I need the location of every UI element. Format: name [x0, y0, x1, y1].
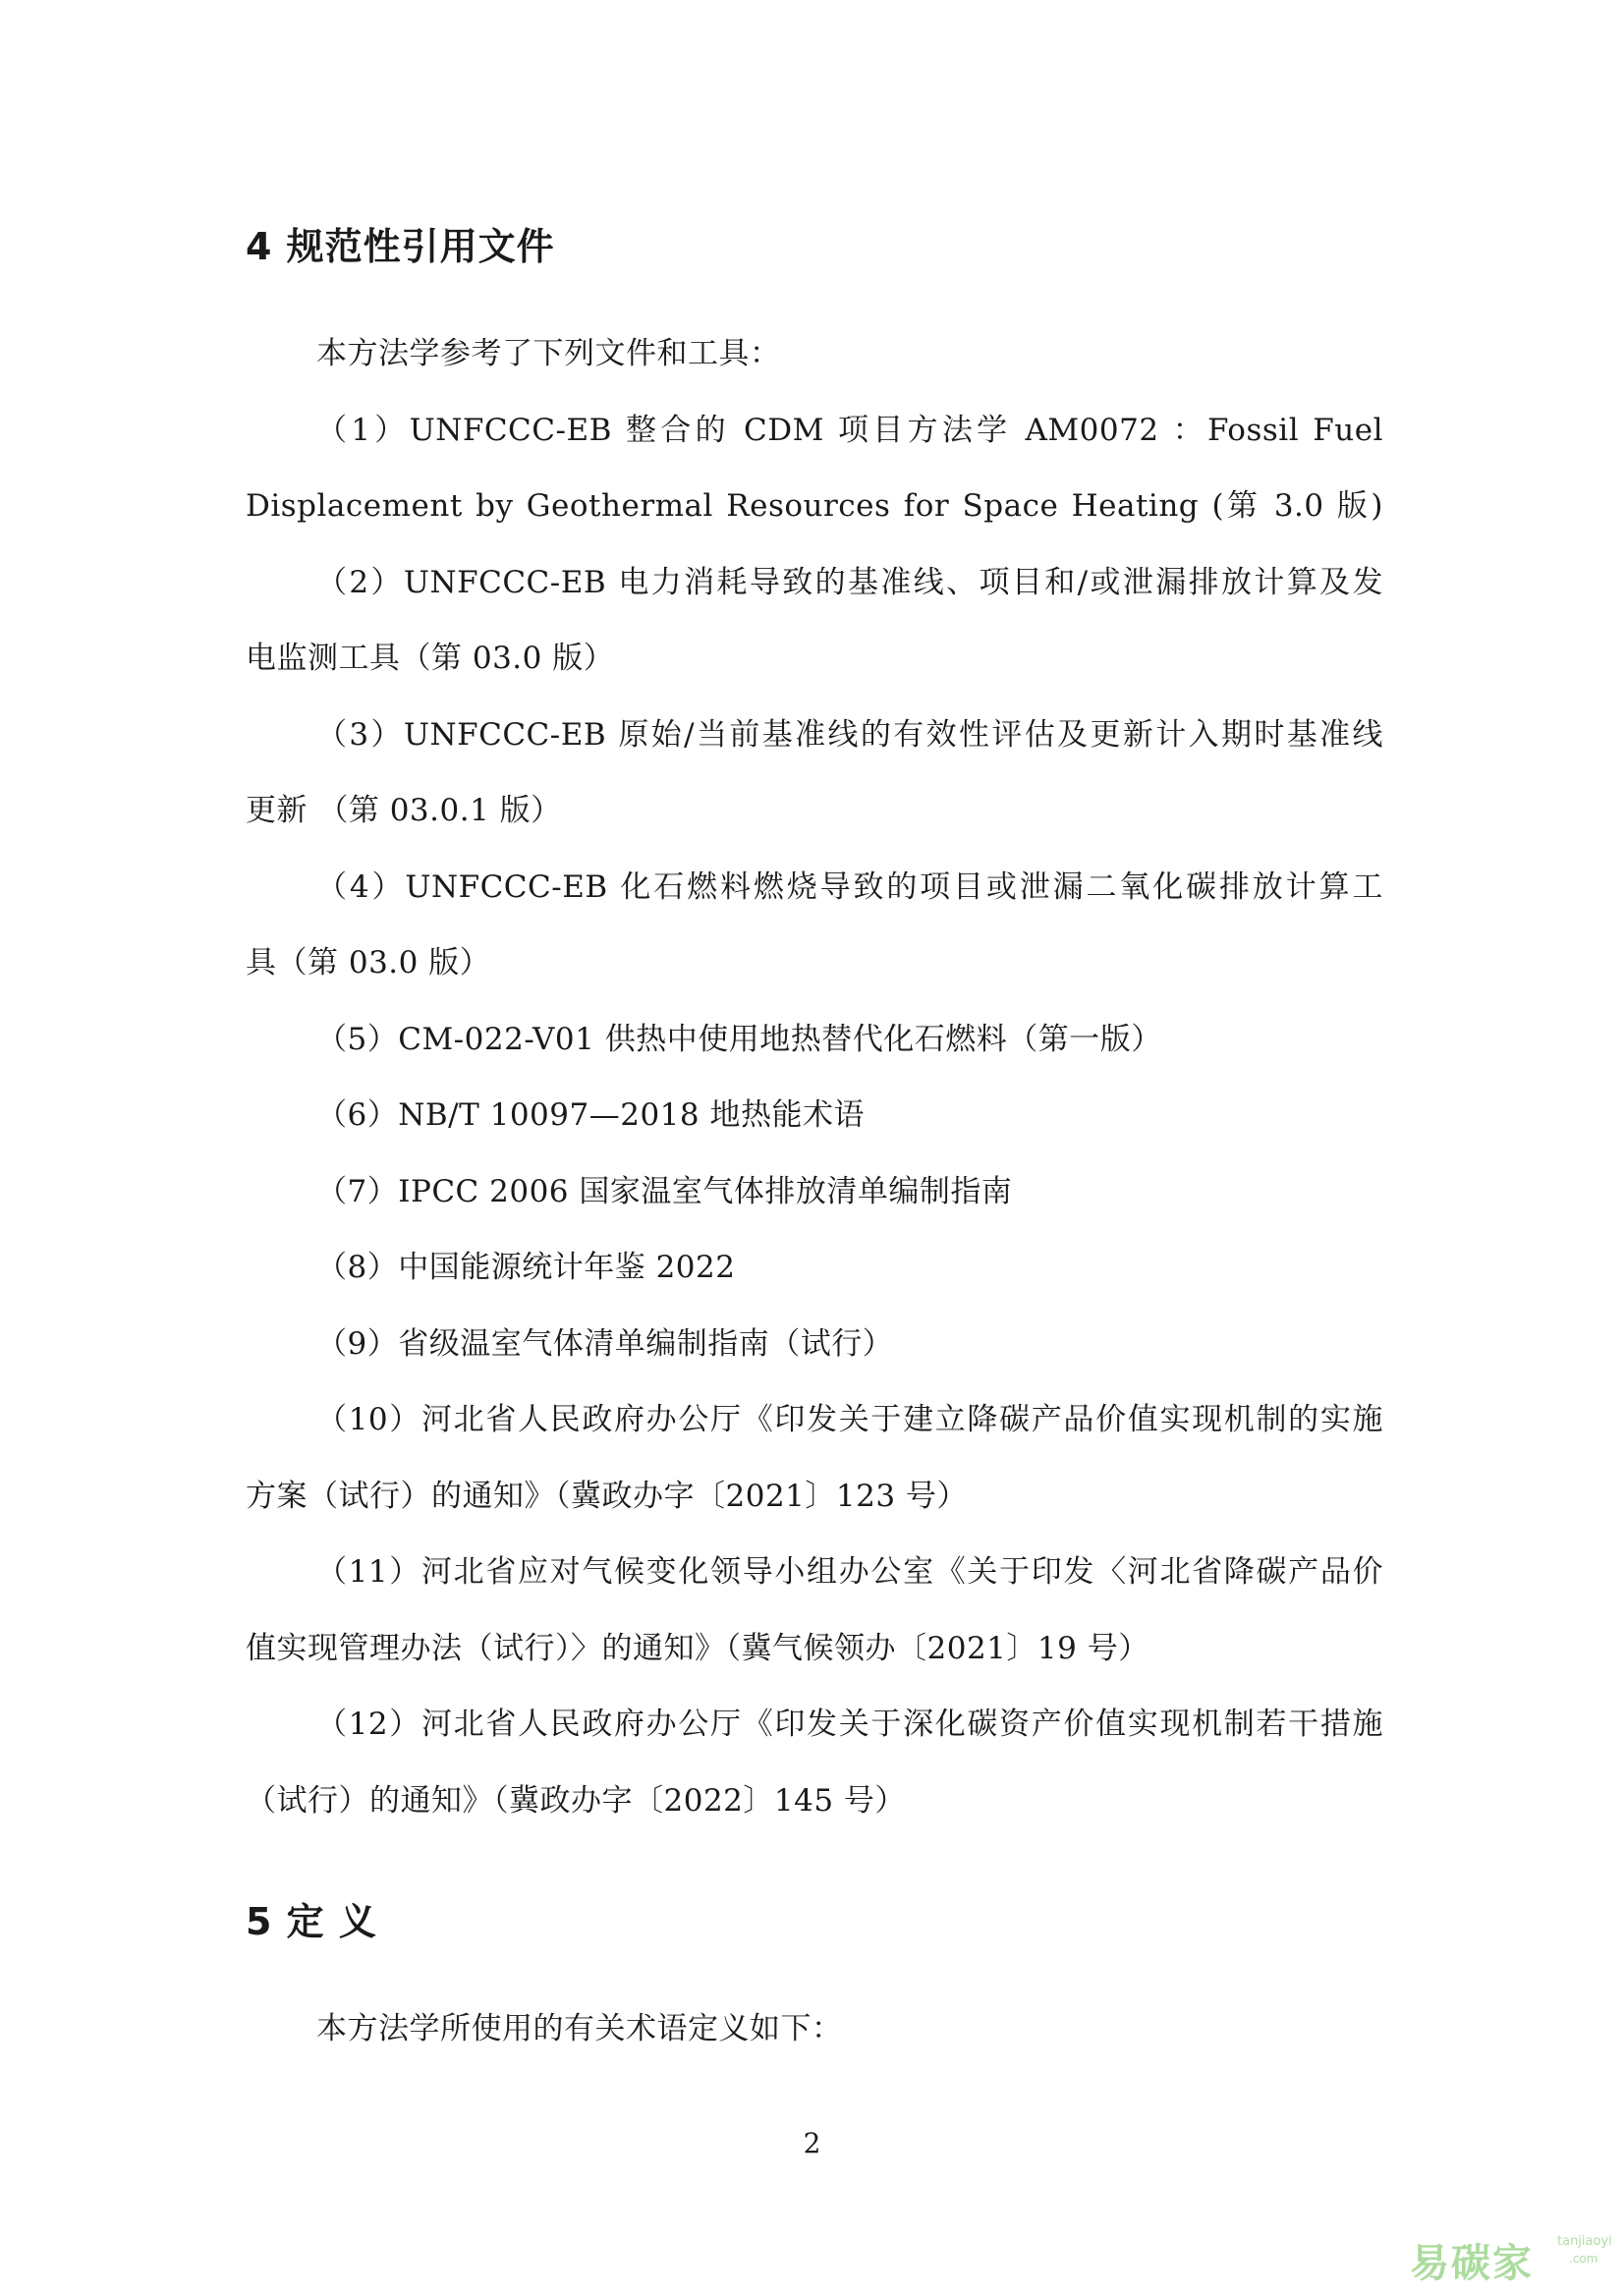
section-5-intro: 本方法学所使用的有关术语定义如下：	[316, 2011, 843, 2046]
reference-2-line-2: 电监测工具（第 03.0 版）	[246, 641, 615, 676]
reference-3-line-2: 更新 （第 03.0.1 版）	[246, 793, 562, 828]
page-number: 2	[803, 2127, 821, 2159]
reference-2-line-1: （2）UNFCCC-EB 电力消耗导致的基准线、项目和/或泄漏排放计算及发	[316, 565, 1383, 600]
reference-4-line-1: （4）UNFCCC-EB 化石燃料燃烧导致的项目或泄漏二氧化碳排放计算工	[316, 869, 1383, 905]
section-4-heading: 4 规范性引用文件	[246, 225, 555, 268]
reference-12-line-2: （试行）的通知》（冀政办字〔2022〕145 号）	[246, 1783, 906, 1819]
watermark-subtext-domain: .com	[1569, 2252, 1598, 2266]
section-5-heading: 5 定 义	[246, 1900, 377, 1943]
reference-1-line-1: （1）UNFCCC-EB 整合的 CDM 项目方法学 AM0072 ：Fossil Fuel	[316, 413, 1383, 448]
reference-11-line-1: （11）河北省应对气候变化领导小组办公室《关于印发〈河北省降碳产品价	[316, 1554, 1383, 1590]
reference-10-line-2: 方案（试行）的通知》（冀政办字〔2021〕123 号）	[246, 1479, 968, 1514]
section-4-intro: 本方法学参考了下列文件和工具：	[316, 336, 781, 371]
reference-4-line-2: 具（第 03.0 版）	[246, 945, 491, 980]
reference-10-line-1: （10）河北省人民政府办公厅《印发关于建立降碳产品价值实现机制的实施	[316, 1402, 1383, 1437]
watermark-text: 易碳家	[1410, 2241, 1534, 2286]
reference-3-line-1: （3）UNFCCC-EB 原始/当前基准线的有效性评估及更新计入期时基准线	[316, 717, 1383, 753]
watermark-logo	[1410, 2228, 1616, 2287]
reference-5: （5）CM-022-V01 供热中使用地热替代化石燃料（第一版）	[316, 1022, 1162, 1057]
reference-9: （9）省级温室气体清单编制指南（试行）	[316, 1326, 894, 1362]
reference-8: （8）中国能源统计年鉴 2022	[316, 1250, 736, 1285]
reference-7: （7）IPCC 2006 国家温室气体排放清单编制指南	[316, 1174, 1013, 1209]
reference-11-line-2: 值实现管理办法（试行）〉的通知》（冀气候领办〔2021〕19 号）	[246, 1631, 1149, 1666]
reference-1-line-2: Displacement by Geothermal Resources for Space Heating (第 3.0 版)	[246, 488, 1383, 524]
watermark-subtext: tanjiaoyi	[1557, 2234, 1612, 2249]
reference-12-line-1: （12）河北省人民政府办公厅《印发关于深化碳资产价值实现机制若干措施	[316, 1707, 1383, 1742]
reference-6: （6）NB/T 10097—2018 地热能术语	[316, 1097, 865, 1133]
